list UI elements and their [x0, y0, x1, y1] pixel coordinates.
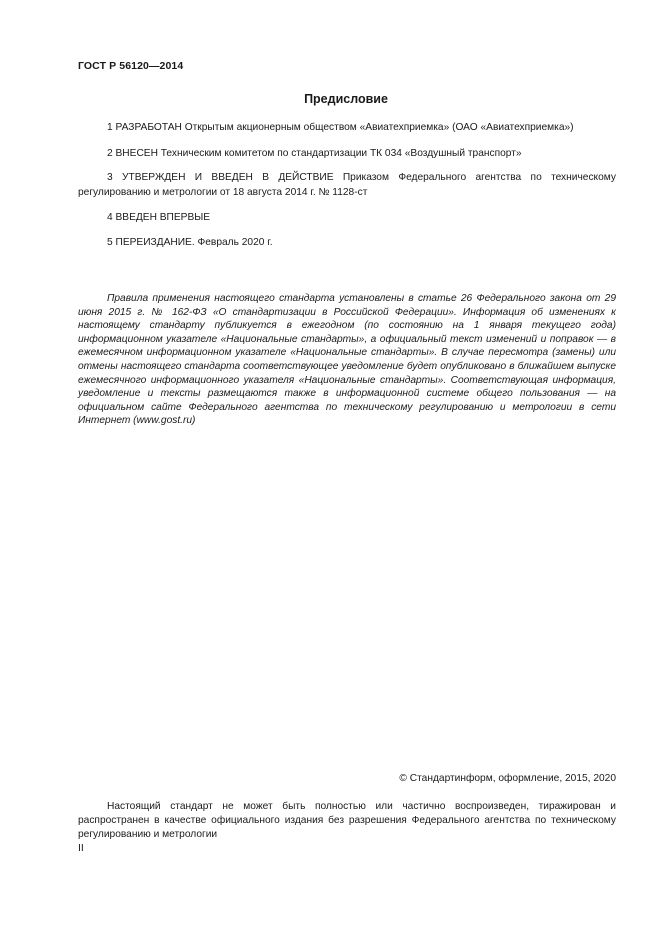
foreword-item-approved: 3 УТВЕРЖДЕН И ВВЕДЕН В ДЕЙСТВИЕ Приказом Федерального агентства по техническому регулированию и метрологии от 18 августа 2014 г. № 1128-ст: [78, 172, 616, 198]
foreword-item-first-time: 4 ВВЕДЕН ВПЕРВЫЕ: [107, 212, 211, 223]
page-number: II: [78, 842, 84, 854]
foreword-item-reissue: 5 ПЕРЕИЗДАНИЕ. Февраль 2020 г.: [107, 237, 273, 248]
reproduction-restriction: Настоящий стандарт не может быть полностью или частично воспроизведен, тиражирован и распространен в качестве официального издания без разрешения Федерального агентства по техническому регулированию и метрологии: [78, 801, 616, 840]
page-title: Предисловие: [304, 92, 388, 106]
document-code: ГОСТ Р 56120—2014: [78, 60, 184, 72]
foreword-item-developed: 1 РАЗРАБОТАН Открытым акционерным обществом «Авиатехприемка» (ОАО «Авиатехприемка»): [107, 122, 574, 133]
foreword-item-introduced: 2 ВНЕСЕН Техническим комитетом по стандартизации ТК 034 «Воздушный транспорт»: [107, 148, 522, 159]
copyright-line: © Стандартинформ, оформление, 2015, 2020: [399, 773, 616, 784]
application-rules-notice: Правила применения настоящего стандарта установлены в статье 26 Федерального закона от 29 июня 2015 г. № 162-ФЗ «О стандартизации в Российской Федерации». Информация об изменениях к настоящему стандарту публикуется в ежегодном (по состоянию на 1 января текущего года) информационном указателе «Национальные стандарты», а официальный текст изменений и поправок — в ежемесячном информационном указателе «Национальные стандарты». В случае пересмотра (замены) или отмены настоящего стандарта соответствующее уведомление будет опубликовано в ближайшем выпуске ежемесячного информационного указателя «Национальные стандарты». Соответствующая информация, уведомление и тексты размещаются также в информационной системе общего пользования — на официальном сайте Федерального агентства по техническому регулированию и метрологии в сети Интернет (www.gost.ru): [78, 293, 616, 427]
